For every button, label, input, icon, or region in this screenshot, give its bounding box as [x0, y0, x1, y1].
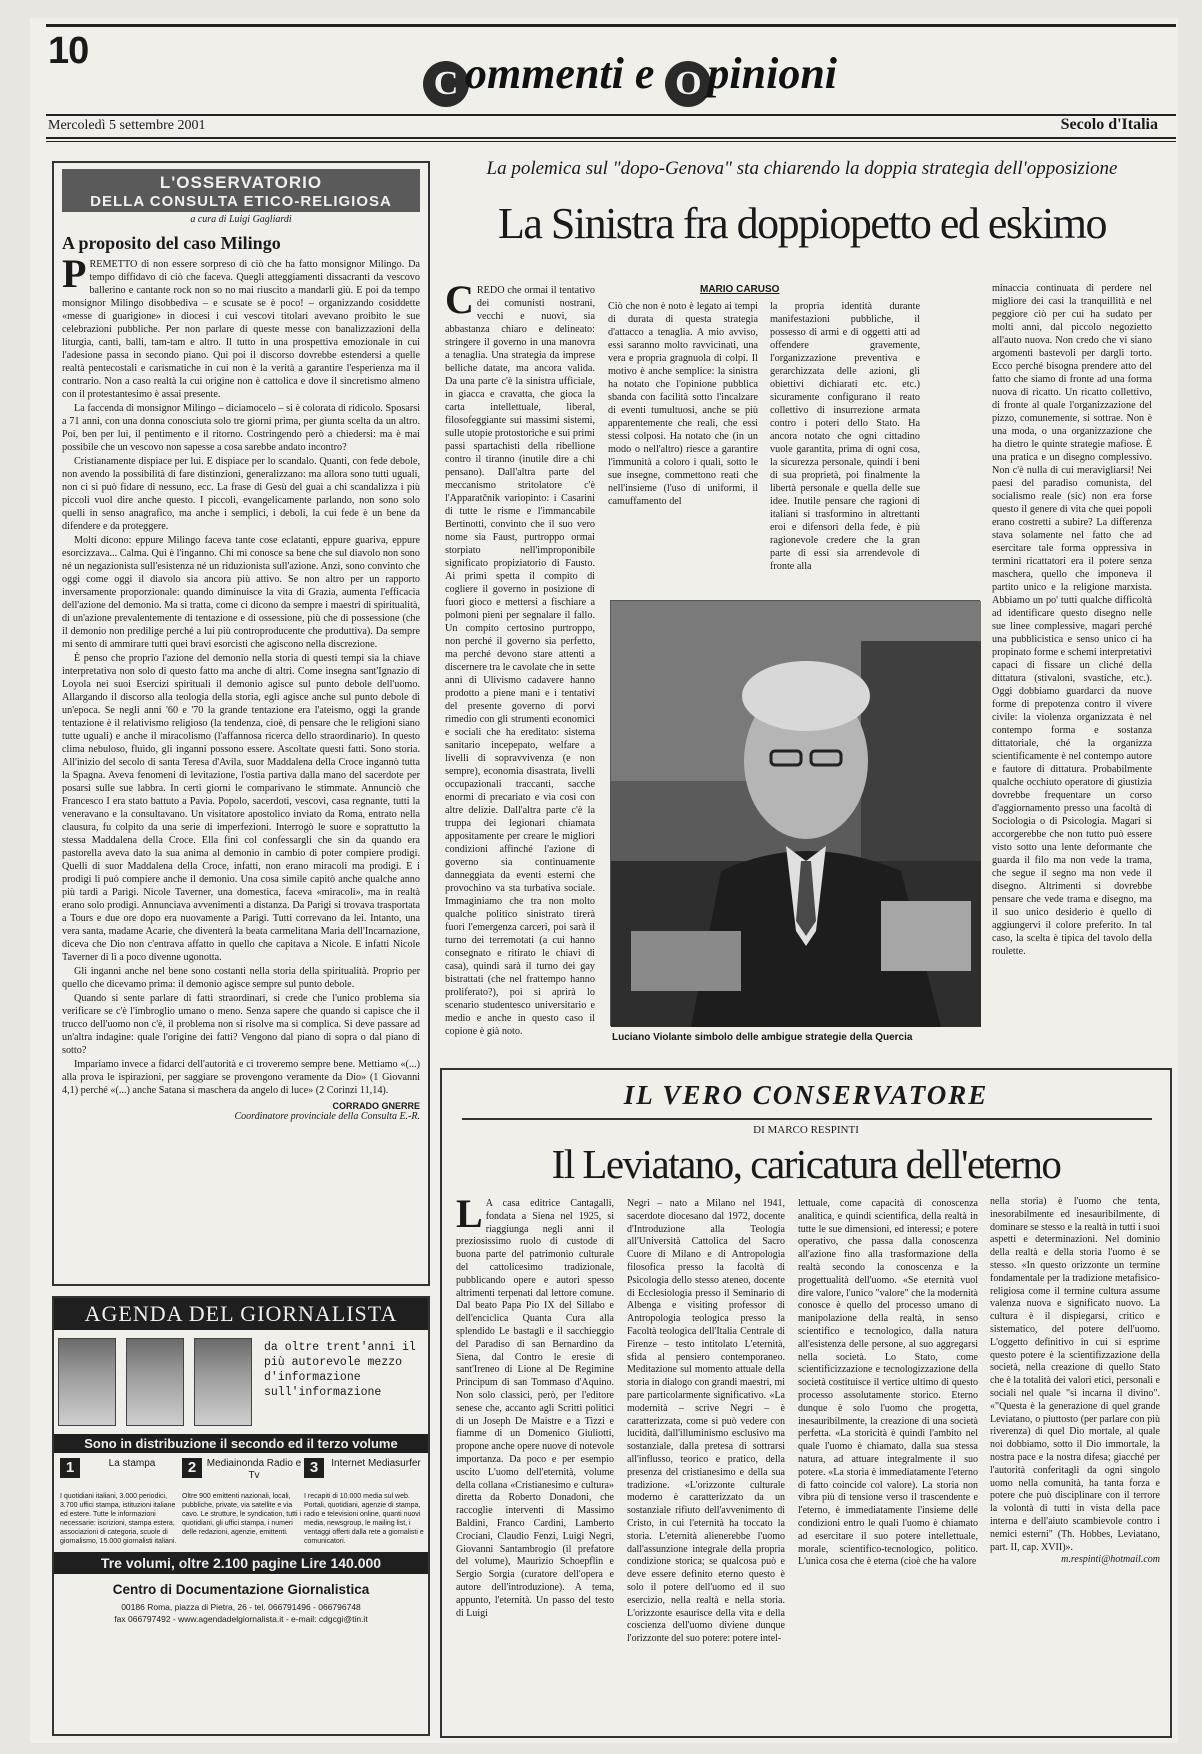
osservatorio-paragraph: Molti dicono: eppure Milingo faceva tante cose eclatanti, eppure guariva, eppure esorcizzava... Calma. Qui è l'inganno. Chi mi conosce sa bene che sul diavolo non sono né un negazionista sull'esistenza né un riduzionista sull'azione. Anzi, sono convinto che oggi come oggi il diavolo sia ancora più attivo. Se non altro per un rapporto inversamente proporzionale: quando diminuisce la vita di Grazia, aumenta l'efficacia dell'azione del demonio. Ma si tratta, come ci dicono da sempre i maestri di spiritualità, di un'azione prevalentemente di tentazione e di ossessione, più che di possessione (che il demonio non predilige perché a lui più controproducente che produttiva). Da sempre mi sento di ammirare tutti quei bravi esorcisti che agiscono nella discrezione. [62, 535, 420, 650]
lower-article-column-1 [456, 1191, 614, 1728]
agenda-volume-text: I quotidiani italiani, 3.000 periodici, 3.700 uffici stampa, istituzioni italiane ed estere. Tutte le informazioni necessarie: iscrizioni, stampa estera, associazioni di categoria, scuole di giornalismo, 15.000 giornalisti italiani. [60, 1493, 177, 1545]
main-article-column-2 [608, 300, 758, 590]
lower-article-column-2 [627, 1198, 785, 1728]
main-article-headline: La Sinistra fra doppiopetto ed eskimo [497, 199, 1107, 248]
issue-date: Mercoledì 5 settembre 2001 [48, 118, 206, 133]
agenda-volume-name: Mediainonda Radio e Tv [206, 1458, 302, 1481]
main-article-dropcap: C [445, 277, 474, 322]
agenda-distribution-banner: Sono in distribuzione il secondo ed il terzo volume [54, 1434, 428, 1453]
osservatorio-title: L'OSSERVATORIO [159, 173, 323, 192]
main-article-text: la propria identità durante manifestazioni pubbliche, il possesso di armi e di oggetti atti ad offendere gravemente, l'organizzazione preventiva e gerarchizzata delle azioni, gli obiettivi dichiarati etc. etc.) sicuramente configurano il reato collettivo di insurrezione armata contro i poteri dello Stato. Ha ancora notato che ogni cittadino vuole garantita, prima di ogni cosa, la sicurezza personale, quindi i beni di sua proprietà, poi finalmente la libertà personale e quella delle sue idee. Inutile pensare che ragioni di italiani si trasformino in altrettanti eroi e difensori della fede, è più ragionevole credere che la gran parte di essi sia arrendevole di fronte alla [770, 301, 920, 572]
agenda-volume-number: 1 [60, 1458, 80, 1478]
main-article-column-1-continued [445, 600, 600, 1026]
osservatorio-dropcap: P [62, 251, 87, 296]
agenda-description: da oltre trent'anni il più autorevole mezzo d'informazione sull'informazione [264, 1341, 416, 1399]
osservatorio-header-box [62, 169, 420, 212]
author-email: m.respinti@hotmail.com [1061, 1554, 1160, 1566]
agenda-book-covers [58, 1338, 260, 1428]
osservatorio-column [52, 161, 430, 1286]
rubric-title: IL VERO CONSERVATORE [623, 1080, 989, 1110]
lower-article-headline: Il Leviatano, caricatura dell'eterno [551, 1141, 1061, 1187]
osservatorio-subtitle: DELLA CONSULTA ETICO-RELIGIOSA [90, 193, 392, 210]
main-article-column-1 [445, 277, 595, 1037]
photo-caption: Luciano Violante simbolo delle ambigue strategie della Quercia [612, 1032, 913, 1043]
masthead-rule-bottom [46, 137, 1176, 139]
osservatorio-paragraph: Impariamo invece a fidarci dell'autorità e ci troveremo sempre bene. Mettiamo «(...) alla prova le ispirazioni, per saggiare se provengono veramente da Dio» (1 Giovanni 4,1) perché «(...) anche Satana si maschera da angelo di luce» (2 Corinzi 11,14). [62, 1059, 420, 1096]
violante-photo [610, 600, 980, 1026]
lower-article-text: Negri – nato a Milano nel 1941, sacerdote diocesano dal 1972, docente d'Introduzione alla Teologia all'Università Cattolica del Sacro Cuore di Milano e di Antropologia filosofica presso la facoltà di Psicologia dello stesso ateneo, docente di Ecclesiologia presso il Seminario di Albenga e visiting professor di Antropologia teologica presso la Facoltà teologica dell'Italia Centrale di Firenze – testo intitolato L'eternità, sfida al pensiero contemporaneo. Meditazione sul momento attuale della storia in dialogo con grandi maestri, mi pare particolarmente significativo. «La modernità – scrive Negri – è caratterizzata, come si può vedere con lucidità, dall'illuminismo esclusivo ma sostanziale, dalla pretesa di sottrarsi all'influsso, teorico e pratico, della presenza del cristianesimo e della sua tradizione. «L'orizzonte culturale moderno è caratterizzato da un sostanziale rifiuto dell'avvenimento di Cristo, in cui l'eternità ha toccato la storia. L'eternità alienerebbe l'uomo dall'assunzione integrale della propria condizione storica; se qualcosa può e deve essere definito eterno questo è solo il potere dell'uomo ed il suo esercizio, nella realtà e nella storia. L'orizzonte esaurisce della vita e della coscienza dell'uomo diviene dunque l'orizzonte del suo potere: potere intel- [627, 1198, 785, 1645]
main-article-text: minaccia continuata di perdere nel migliore dei casi la tranquillità e nel peggiore ciò per cui ha sudato per molti anni, dal piccolo negozietto all'auto nuova. Non credo che vi siano argomenti bastevoli per dargli torto. Ecco perché bisogna prendere atto del fatto che siamo di fronte ad una forma nuova di ricatto. Un ricatto collettivo, di fronte al quale l'organizzazione del pizzo, comunemente, si sottrae. Non è una moda, o una organizzazione che ha dietro le quinte strategie mafiose. È una pratica e un disegno complessivo. Non c'è nulla di cui meravigliarsi! Nei paesi del paradiso comunista, del socialismo reale (sic) non era forse questo il genere di vita che quei popoli erano costretti a subire? La differenza stava solamente nel fatto che ad esercitare tale forma oppressiva in termini ricattatori era il potere senza maschera, quello che imponeva il partito unico e la religione marxista. Abbiamo un po' tutti qualche difficoltà ad identificare questo disegno nelle sue linee complessive, magari perché una pubblicistica e senso unico ci ha propinato forme e schemi interpretativi capaci di fissare un cliché della dittatura (stivaloni, svastiche, etc.). Oggi dobbiamo guardarci da nuove forme di prepotenza contro il vivere civile: la violenza organizzata è nel contempo forma e sostanza dittatoriale, ché la organizza scientificamente è nel contempo autore e fautore di dittatura. Probabilmente qualche occhiuto operatore di giustizia dovrebbe frequentare un corso d'aggiornamento presso una facoltà di Sociologia o di Psicologia. Magari si accorgerebbe che non tutto può essere visto sotto una lente deformante che guarda il filo ma non vede la trama, che segue il segno ma non vede il disegno. Altrimenti si dovrebbe pensare che vede trama e disegno, ma il suo unico desiderio è quello di aggiungervi il colore preferito. In tal caso, la scelta è tipica del tavolo della roulette. [992, 283, 1152, 957]
agenda-volume-number: 3 [304, 1458, 324, 1478]
agenda-address: 00186 Roma, piazza di Pietra, 26 - tel. 066791496 - 066796748 [121, 1602, 361, 1612]
lower-article-dropcap: L [456, 1191, 483, 1236]
agenda-cover-image [194, 1338, 252, 1426]
osservatorio-paragraph-text: REMETTO di non essere sorpreso di ciò che ha fatto monsignor Milingo. Da tempo diffidavo di ciò che faceva. Quegli atteggiamenti dissacranti da vescovo ballerino e cantante rock non so no mai riuscito a mandarli giù. E poi da tempo monsignor Milingo disobbediva – e scusate se è poco! – organizzando cosiddette «messe di guarigione» in diocesi i cui vescovi titolari avevano proibito le sue celebrazioni pubbliche. Per non parlare di queste messe con banalizzazioni della liturgia, canti, balli, tam-tam e altro. Il tutto in una prospettiva emozionale in cui l'adesione passa in secondo piano. Qui poi il discorso dovrebbe estendersi a quelle realtà pentecostali e carismatiche in cui non è la verità a garantire l'esperienza ma il contrario. Non a caso realtà la cui origine non è cattolica e dove il sincretismo almeno con il protestantesimo è assai presente. [62, 259, 420, 400]
agenda-cover-image [126, 1338, 184, 1426]
osservatorio-paragraph: Gli inganni anche nel bene sono costanti nella storia della spiritualità. Proprio per quello che dicevamo prima: il demonio agisce sempre sul punto debole. [62, 966, 420, 990]
lower-article-text: A casa editrice Cantagalli, fondata a Siena nel 1925, si riaggiunga negli anni il preziosissimo ruolo di custode di buona parte del patrimonio culturale del cattolicesimo tradizionale, pubblicando opere e autori spesso altrimenti terpenati dal lettore comune. Dal beato Papa Pio IX del Sillabo e dell'enciclica Quanta Cura alla splendido Le bastagli e il sacchieggio del Paradiso di san Bernardino da Siena, dal Contro le eresie di sant'Ireneo di Lione al De Regimine Principum di san Tommaso d'Aquino. Non solo classici, però, per l'editore senese che, accanto agli Scritti politici di un Joseph De Maistre e a Tizzi e fiamme di un Domenico Giuliotti, propone anche opere nuove di notevole importanza. Da poco e per esempio uscito L'uomo dell'eternità, volume della collana «Cristianesimo e cultura» diretta da Roberto Donadoni, che raccoglie interventi di Massimo Baldini, Franco Cardini, Lamberto Crociani, Claudio Fenzi, Luigi Negri, Giovanni Santambrogio (il prefatore del volume), Maurizio Schoepflin e Sergio Sorgia (curatore dell'opera e autore dell'introduzione). A tema, appunto, l'eternità. Un passo del testo di Luigi [456, 1198, 614, 1619]
lower-article-column-4 [990, 1196, 1160, 1716]
osservatorio-paragraph: Cristianamente dispiace per lui. E dispiace per lo scandalo. Quanti, con fede debole, non avendo la possibilità di fare distinzioni, generalizzano: ma allora sono tutti uguali, non ci si può fidare di nessuno, ecc. La frase di Gesù del guai a chi scandalizza i più piccoli vuol dire anche questo. I piccoli, evangelicamente parlando, non sono solo quelli in senso anagrafico, ma anche i semplici, i deboli, la cui fede è un bene da difendere e da proteggere. [62, 456, 420, 532]
osservatorio-article-body [62, 251, 420, 1097]
osservatorio-paragraph [62, 251, 420, 401]
osservatorio-paragraph: È penso che proprio l'azione del demonio nella storia di questi tempi sia la chiave interpretativa non solo di questo fatto ma anche di altri. Come insegna sant'Ignazio di Loyola nei suoi Esercizi spirituali il demonio agisce sul punto debole dell'uomo. Allargando il discorso alla teologia della storia, egli agisce anche sul punto debole di un'epoca. Se negli anni '60 e '70 la grande tentazione era l'ateismo, oggi la grande tentazione è il relativismo religioso (la tendenza, cioè, di pensare che le religioni siano tutte uguali) e anche il miracolismo (l'affannosa ricerca dello straordinario). In questo clima nebuloso, fluido, gli inganni possono essere. Ascoltate questi fatti. Sono storia. All'inizio del secolo di santa Teresa d'Avila, suor Maddalena della Croce ingannò tutta la Spagna. Aveva fenomeni di levitazione, l'ostia partiva dalla mano del sacerdote per posarsi sulle sue labbra. In certi giorni le comparivano le stimmate. Annunciò che Francesco I era stato battuto a Pavia. Popolo, sacerdoti, vescovi, casa regnante, tutti la veneravano e la consultavano. Un visitatore apostolico inviato da Roma, entrato nella clausura, fu colpito da una serie di imperfezioni. Interrogò le suore e soprattutto la stessa Maddalena della Croce. Ella finì col confessargli che sin da quando era pastorella aveva dato la sua anima al demonio in cambio di poter compiere prodigi. Quelli di suor Maddalena della Croce, infatti, non erano miracoli ma prodigi. E i prodigi li può compiere anche il demonio. Una cosa simile capitò anche qualche anno più tardi a Parigi. Nicole Taverner, una domestica, faceva «miracoli», ma in realtà erano solo prodigi. Annunciava avvenimenti a distanza. Da Parigi si trovava trasportata a Tours e due ore dopo era nuovamente a Parigi. Tutti correvano da lei. Intanto, una vera santa, madame Acarie, che diventerà la beata carmelitana Maria dell'Incarnazione, diceva che Dio non c'entrava affatto in quello che capitava a Nicole. E infatti Nicole Taverner di lì a poco divenne ugonotta. [62, 653, 420, 963]
lower-article-column-3 [798, 1198, 978, 1728]
section-title-part1: ommenti e [464, 49, 666, 98]
section-title [370, 48, 890, 107]
agenda-volume-text: Oltre 900 emittenti nazionali, locali, pubbliche, private, via satellite e via cavo. Le strutture, le syndication, tutti i quotidiani, gli uffici stampa, i numeri delle redazioni, agenzie, emittenti. [182, 1493, 302, 1536]
main-article-column-3 [770, 300, 920, 590]
masthead-rule-bottom-thin [46, 141, 1176, 142]
main-article-text: Ciò che non è noto è legato ai tempi di durata di questa strategia d'attacco a tenaglia. A mio avviso, essi saranno molto ravvicinati, una vera e propria gragnuola di colpi. Il motivo è anche semplice: la sinistra ha notato che l'opinione pubblica sbanda con facilità sotto l'incalzare di eventi tumultuosi, anche se più apparentemente che reali, che essi stessi colposi. Ha notato che (in un modo o nell'altro) riesce a garantire l'immunità a coloro i quali, sotto le sue insegne, commettono reati che nell'insieme (l'uso di uniformi, il camuffamento del [608, 301, 758, 507]
agenda-volume-name: La stampa [108, 1458, 156, 1469]
osservatorio-paragraph: Quando si sente parlare di fatti straordinari, si crede che l'unico problema sia verificare se c'è l'imbroglio umano o meno. Senza sapere che quando si capisce che il trucco dell'uomo non c'è, il problema non si risolve ma si complica. Si deve passare ad un'altra indagine: quale l'origine dei fatti? Vengono dal piano di sopra o dal piano di sotto? [62, 993, 420, 1056]
agenda-price-banner: Tre volumi, oltre 2.100 pagine Lire 140.000 [54, 1552, 428, 1574]
section-title-part2: pinioni [707, 49, 838, 98]
lower-article-byline: DI MARCO RESPINTI [753, 1124, 859, 1136]
lower-article-text: nella storia) è l'uomo che tenta, inesorabilmente ed inesauribilmente, di dominare se stesso e la realtà in tutti i suoi aspetti e determinazioni. Nel dominio della realtà e della storia l'uomo è se stesso. «In questo orizzonte un termine fondamentale per la tradizione metafisico-religiosa come il termine cultura assume valenza nuova e significato nuovo. La cultura è il dispiegarsi, critico e sistematico, del potere dell'uomo. L'oggetto definitivo in cui si esprime questo potere è la scientifizzazione della società, nella creazione di quello Stato che è la totalità dei valori etici, personali e sociali nel quale "si incarna il divino". «"Questa è la generazione di quel grande Leviatano, o piuttosto (per parlare con più riverenza) di quel Dio mortale, al quale noi dobbiamo, sotto il Dio immortale, la nostra pace e la nostra difesa; giacché per l'autorità conferitagli da ogni singolo uomo nella comunità, ha tanta forza e potere che può disciplinare con il terrore la volontà di tutti in vista della pace interna e dell'aiuto scambievole contro i nemici esterni" (Th. Hobbes, Leviatano, part. II, cap. XVII)». [990, 1196, 1160, 1553]
osservatorio-author-role: Coordinatore provinciale della Consulta E.-R. [234, 1111, 420, 1122]
newspaper-page [30, 18, 1178, 1743]
osservatorio-curator: a cura di Luigi Gagliardi [190, 214, 292, 225]
main-article-byline: MARIO CARUSO [700, 284, 780, 295]
page-number: 10 [48, 30, 89, 72]
photo-illustration [611, 601, 981, 1027]
osservatorio-author: CORRADO GNERRE [332, 1101, 420, 1111]
agenda-volume-name: Internet Mediasurfer [331, 1458, 421, 1469]
masthead-rule-top [46, 24, 1176, 27]
vero-conservatore-box [440, 1068, 1172, 1738]
main-article-text: REDO che ormai il tentativo dei comunisti nostrani, vecchi e nuovi, sia abbastanza chiaro e delineato: stringere il governo in una manovra a tenaglia. Una strategia da imprese belliche datate, ma ancora valida. Da una parte c'è la sinistra ufficiale, in giacca e cravatta, che gioca la carta intellettuale, liberal, filosofeggiante sui massimi sistemi, sulle utopie protostoriche e sui primi passi spartachisti della ribellione contro il tiranno (inutile dire a chi pensano). Dall'altra parte del meccanismo stritolatore c'è l'Apparatčnik variopinto: i Casarini di tutte le risme e l'immancabile Bertinotti, convinto che il suo vero nome sia Faust, purtroppo ormai storpiato nell'improponibile significato propiziatorio di Fausto. Ai primi spetta il compito di cogliere il governo in posizione di fuori gioco e mettersi a fischiare a polmoni pieni per segnalare il fallo. Un compito certosino purtroppo, non perché il governo sia perfetto, ma perché devono stare attenti a discernere tra le cavolate che in sette anni di Ulivismo cadavere hanno prodotto a piene mani e i tentativi del presente governo di porvi rimedio con gli strumenti economici e sociali che ha ereditato: sistema sanitario incepepato, welfare a livelli di sopravvivenza (e non sempre), economia disastrata, livelli occupazionali traccanti, sacche enormi di precariato e via così con altre delizie. Dall'altra parte c'è la truppa dei legionari chiamata appositamente per creare le migliori condizioni affinché l'azione di governo sia continuamente danneggiata da eventi esterni che provochino va sta turbativa sociale. Immaginiamo che tra non molto qualche politico sinistrato tirerà fuori l'emergenza carceri, poi sarà il turno dei terremotati (a cui hanno consegnato e ritirato le chiavi di casa), quindi sarà il turno dei gay bistrattati (che nel frattempo hanno proliferato?), poi si aprirà lo scenario studentesco universitario e medio e anche in questo caso il copione è già noto. [445, 285, 595, 1037]
agenda-volume-text: I recapiti di 10.000 media sul web. Portali, quotidiani, agenzie di stampa, radio e televisioni online, quanti nuovi media, newsgroup, le mailing list, i ventaggi offerti dalla rete a giornalisti e comunicatori. [304, 1493, 424, 1545]
agenda-cover-image [58, 1338, 116, 1426]
osservatorio-article-title: A proposito del caso Milingo [62, 233, 281, 253]
main-article-kicker: La polemica sul "dopo-Genova" sta chiarendo la doppia strategia dell'opposizione [486, 158, 1118, 179]
rubric-rule [462, 1118, 1152, 1120]
section-title-cap-c: C [423, 61, 469, 107]
agenda-advertisement [52, 1296, 430, 1736]
agenda-publisher: Centro di Documentazione Giornalistica [112, 1582, 370, 1597]
masthead-rule-mid [46, 114, 1176, 116]
section-title-cap-o: O [665, 61, 711, 107]
osservatorio-paragraph: La faccenda di monsignor Milingo – diciamocelo – si è colorata di ridicolo. Sposarsi a 71 anni, con una donna conosciuta solo tre giorni prima, per giunta scelta da un altro. Poi, ben per lui, il pentimento e il ritorno. Costringendo però a chiedersi: ma è mai possibile che un vescovo non sapesse a cosa sarebbe andato incontro? [62, 403, 420, 453]
agenda-contacts: fax 066797492 - www.agendadelgiornalista.it - e-mail: cdgcgi@tin.it [114, 1614, 368, 1624]
agenda-volume-number: 2 [182, 1458, 202, 1478]
main-article-column-4 [992, 282, 1152, 1052]
agenda-title: AGENDA DEL GIORNALISTA [54, 1298, 428, 1330]
lower-article-text: lettuale, come capacità di conoscenza analitica, e quindi scientifica, della realtà in tutte le sue dimensioni, ed interessi; e potere operativo, che passa dalla conoscenza all'azione fino alla trasformazione della realtà secondo la conoscenza e la progettualità dell'uomo. «Se eternità vuol dire valore, l'unico "valore" che la modernità conosce è quello del processo umano di manipolazione della realtà, in senso scientifico e tecnologico, dalla natura all'esistenza delle persone, al suo aggregarsi nella società. Lo Stato, come scientificizzazione e tecnologizzazione della società costituisce il vertice ultimo di questo processo assolutamente storico. Eterno dunque è solo l'uomo che progetta, inesauribilmente, la creazione di una società perfetta. «La storicità è quindi l'ambito nel quale l'uomo è chiamato, dalla sua stessa natura, ad attuare integralmente il suo potere. «La storia è immediatamente l'eterno di fatto coincide col valore). La storia non vibra più di tensione verso il trascendente e l'eterno, è immediatamente l'insieme delle condizioni entro le quali l'uomo è chiamato ad esercitare il suo potere intellettuale, morale, scientifico-tecnologico, politico. L'unica cosa che è eterna (cioè che ha valore [798, 1198, 978, 1568]
paper-name: Secolo d'Italia [1060, 116, 1158, 133]
